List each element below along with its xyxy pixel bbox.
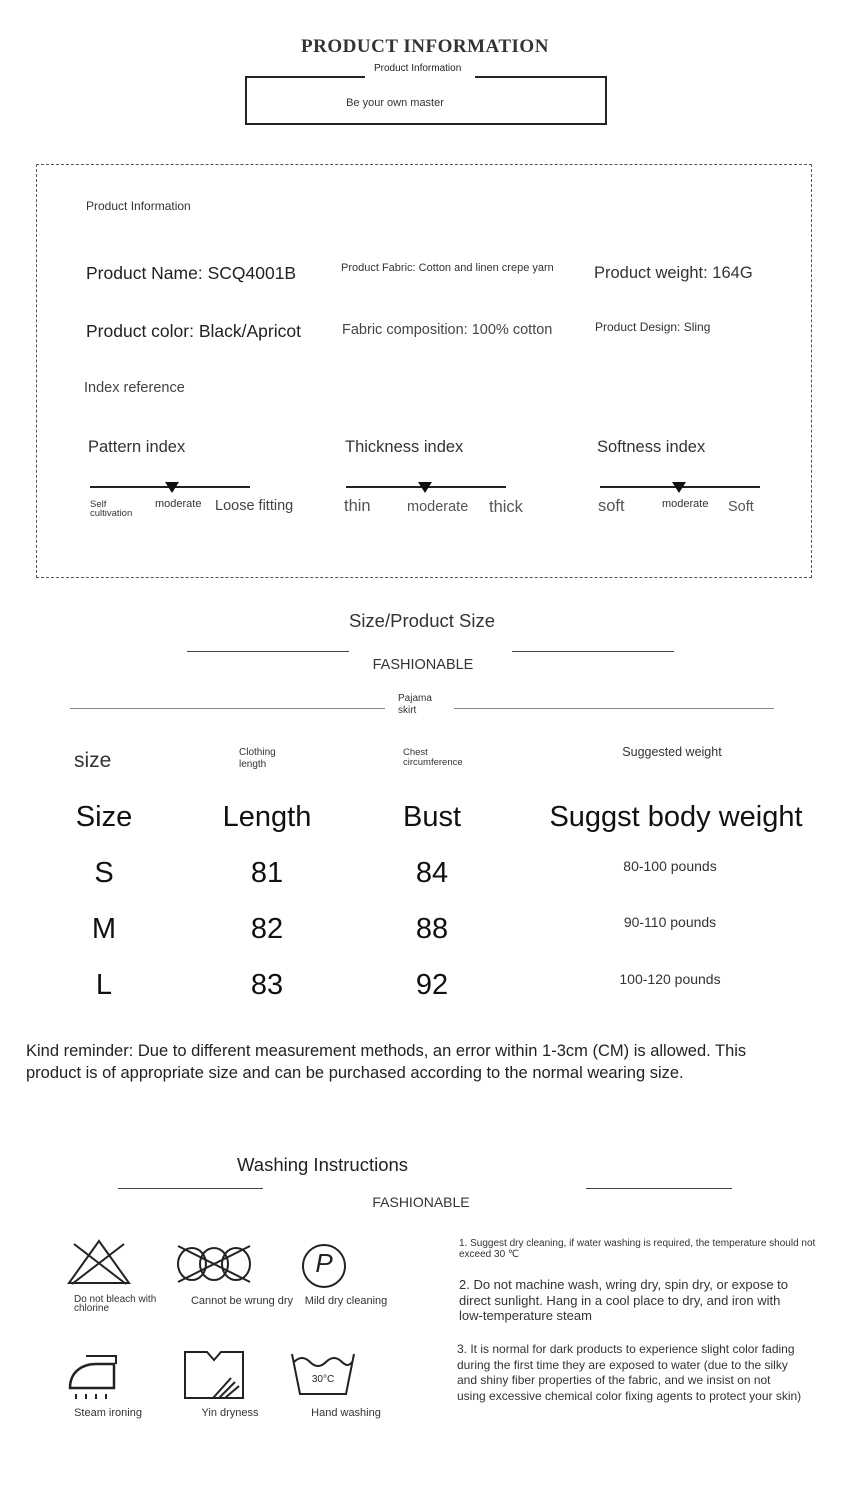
washing-divider-right <box>586 1188 732 1189</box>
table-row-s-size: S <box>94 857 114 889</box>
steam-iron-icon <box>66 1352 124 1400</box>
softness-index-title: Softness index <box>597 438 706 456</box>
table-row-m-bust: 88 <box>415 913 449 945</box>
page-title: PRODUCT INFORMATION <box>301 36 549 57</box>
shade-dry-icon <box>183 1350 245 1400</box>
product-design: Product Design: Sling <box>595 320 711 334</box>
steam-iron-label: Steam ironing <box>74 1407 142 1419</box>
table-row-s-length: 81 <box>250 857 284 889</box>
weight-subheader: Suggested weight <box>622 745 722 759</box>
washing-fashion-label: FASHIONABLE <box>372 1194 470 1210</box>
pattern-index-mid: moderate <box>155 498 202 510</box>
dry-clean-symbol: P <box>315 1248 333 1278</box>
washing-divider-left <box>118 1188 263 1189</box>
category-divider-right <box>454 708 774 709</box>
size-section-title: Size/Product Size <box>348 610 495 631</box>
thickness-index-marker <box>418 482 432 493</box>
index-reference-label: Index reference <box>84 380 185 396</box>
no-bleach-label: Do not bleach with chlorine <box>74 1294 157 1314</box>
softness-index-left: soft <box>598 497 625 515</box>
no-bleach-icon <box>66 1238 132 1286</box>
product-name: Product Name: SCQ4001B <box>86 263 297 283</box>
header-subtitle: Product Information <box>374 63 462 74</box>
bust-header: Bust <box>402 801 462 833</box>
size-divider-left <box>187 651 349 652</box>
category-divider-left <box>70 708 385 709</box>
product-color: Product color: Black/Apricot <box>86 321 301 341</box>
header-frame-top-right <box>475 76 605 78</box>
washing-title: Washing Instructions <box>237 1154 409 1175</box>
thickness-index-left: thin <box>344 497 371 515</box>
table-row-l-bust: 92 <box>415 969 449 1001</box>
size-subheader: size <box>74 749 112 772</box>
size-fashion-label: FASHIONABLE <box>372 657 474 673</box>
product-info-box <box>36 164 812 578</box>
kind-reminder: Kind reminder: Due to different measurement methods, an error within 1-3cm (CM) is allowed. This product is of appropriate size and can be purchased according to the normal wearing size. <box>26 1042 747 1082</box>
pattern-index-right: Loose fitting <box>215 498 294 514</box>
no-wring-icon <box>174 1242 254 1286</box>
header-tagline: Be your own master <box>346 97 444 109</box>
hand-wash-label: Hand washing <box>311 1407 381 1419</box>
table-row-l-length: 83 <box>250 969 284 1001</box>
header-frame-top-left <box>245 76 365 78</box>
shade-dry-label: Yin dryness <box>201 1407 259 1419</box>
weight-header: Suggst body weight <box>549 801 803 833</box>
washing-note-2: 2. Do not machine wash, wring dry, spin dry, or expose to direct sunlight. Hang in a cool place to dry, and iron with low-temperature steam <box>459 1277 789 1323</box>
dry-clean-label: Mild dry cleaning <box>304 1295 388 1307</box>
no-wring-label: Cannot be wrung dry <box>190 1295 294 1307</box>
softness-index-marker <box>672 482 686 493</box>
softness-index-right: Soft <box>728 499 754 515</box>
table-row-s-bust: 84 <box>415 857 449 889</box>
table-row-l-size: L <box>95 969 113 1001</box>
washing-note-1: 1. Suggest dry cleaning, if water washing is required, the temperature should not exceed 30 ℃ <box>459 1238 816 1260</box>
table-row-l-weight: 100-120 pounds <box>619 971 721 987</box>
softness-index-mid: moderate <box>662 498 709 510</box>
table-row-m-length: 82 <box>250 913 284 945</box>
washing-note-3: 3. It is normal for dark products to experience slight color fading during the first time they are exposed to water (due to the silky and shiny fiber properties of the fabric, and we insist on not using excessive chemical color fixing agents to protect your skin) <box>457 1342 802 1403</box>
thickness-index-right: thick <box>489 498 523 516</box>
hand-wash-temp: 30°C <box>311 1374 335 1385</box>
pattern-index-left: Self cultivation <box>90 499 133 519</box>
fabric-composition: Fabric composition: 100% cotton <box>342 322 553 338</box>
category-label: Pajama skirt <box>398 693 432 716</box>
thickness-index-title: Thickness index <box>345 438 464 456</box>
thickness-index-mid: moderate <box>407 499 469 515</box>
size-header: Size <box>75 801 133 833</box>
bust-subheader: Chest circumference <box>403 747 463 768</box>
table-row-m-weight: 90-110 pounds <box>623 914 717 930</box>
length-subheader: Clothing length <box>239 747 276 770</box>
size-divider-right <box>512 651 674 652</box>
product-fabric: Product Fabric: Cotton and linen crepe yarn <box>341 262 554 274</box>
pattern-index-title: Pattern index <box>88 438 186 456</box>
table-row-s-weight: 80-100 pounds <box>623 858 717 874</box>
table-row-m-size: M <box>91 913 117 945</box>
pattern-index-marker <box>165 482 179 493</box>
info-section-label: Product Information <box>86 199 191 213</box>
length-header: Length <box>222 801 312 833</box>
product-weight: Product weight: 164G <box>594 264 753 282</box>
